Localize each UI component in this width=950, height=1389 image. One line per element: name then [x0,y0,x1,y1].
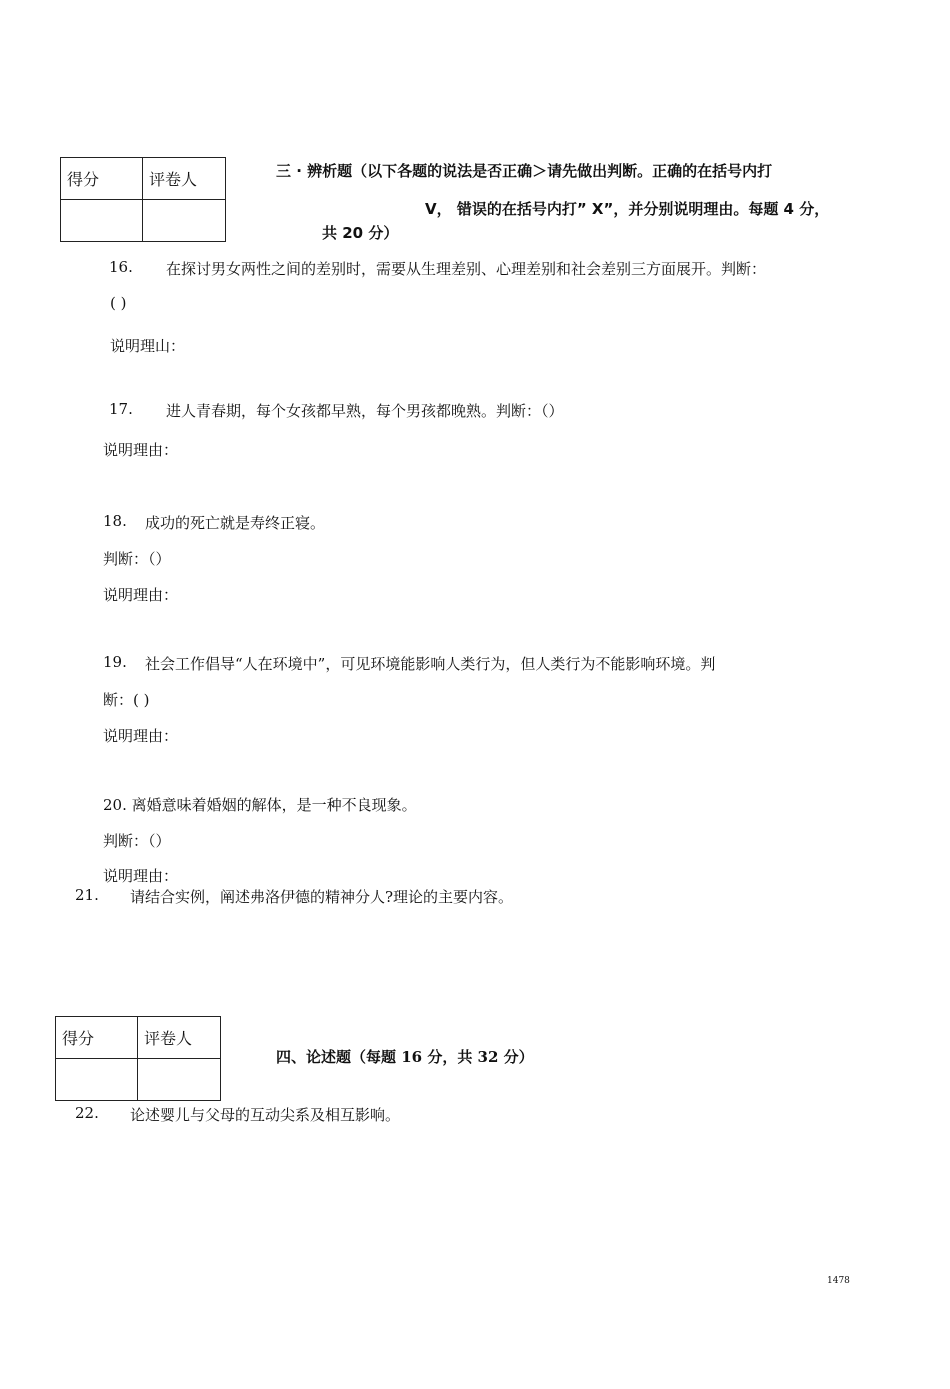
section3-heading-line1: 三 · 辨析题（以下各题的说法是否正确＞请先做出判断。正确的在括号内打 [276,162,773,180]
q18-number: 18. [103,512,127,530]
q19-judge-label: 断：( ) [103,691,150,709]
section3-heading-line3: 共 20 分） [322,224,399,242]
q20-reason-label: 说明理由： [103,867,179,885]
grader-cell [143,200,226,242]
q22-text: 论述婴儿与父母的互动尖系及相互影响。 [130,1106,401,1124]
grader-cell [138,1059,221,1101]
section4-heading: 四、论述题（每题 16 分，共 32 分） [276,1048,534,1066]
score-table-1 [60,157,226,242]
score-cell [61,200,143,242]
q19-number: 19. [103,653,127,671]
grader-header: 评卷人 [143,158,226,200]
q18-text: 成功的死亡就是寿终正寝。 [145,514,326,532]
page-number: 1478 [827,1276,850,1286]
q19-text: 社会工作倡导“人在环境中”，可见环境能影响人类行为，但人类行为不能影响环境。判 [145,655,716,673]
q16-text: 在探讨男女两性之间的差别时，需要从生理差别、心理差别和社会差别三方面展开。判断： [166,260,767,278]
score-header: 得分 [61,158,143,200]
section3-heading-line2: V， 错误的在括号内打” X”，并分别说明理由。每题 4 分， [425,200,830,218]
score-cell [56,1059,138,1101]
q20-judge-label: 判断：（） [103,832,171,850]
q21-text: 请结合实例，阐述弗洛伊德的精神分人?理论的主要内容。 [130,888,514,906]
q16-reason-label: 说明理山： [110,337,186,355]
q17-number: 17. [109,400,133,418]
q20-text: 20. 离婚意味着婚姻的解体，是一种不良现象。 [103,796,417,814]
q17-reason-label: 说明理由： [103,441,179,459]
q17-text: 进人青春期，每个女孩都早熟，每个男孩都晚熟。判断：（） [166,402,564,420]
score-table-2 [55,1016,221,1101]
q19-reason-label: 说明理由： [103,727,179,745]
q22-number: 22. [75,1104,99,1122]
q21-number: 21. [75,886,99,904]
grader-header: 评卷人 [138,1017,221,1059]
q16-judge-paren: ( ) [110,294,127,312]
score-header: 得分 [56,1017,138,1059]
q18-judge-label: 判断：（） [103,550,171,568]
q16-number: 16. [109,258,133,276]
q18-reason-label: 说明理由： [103,586,179,604]
